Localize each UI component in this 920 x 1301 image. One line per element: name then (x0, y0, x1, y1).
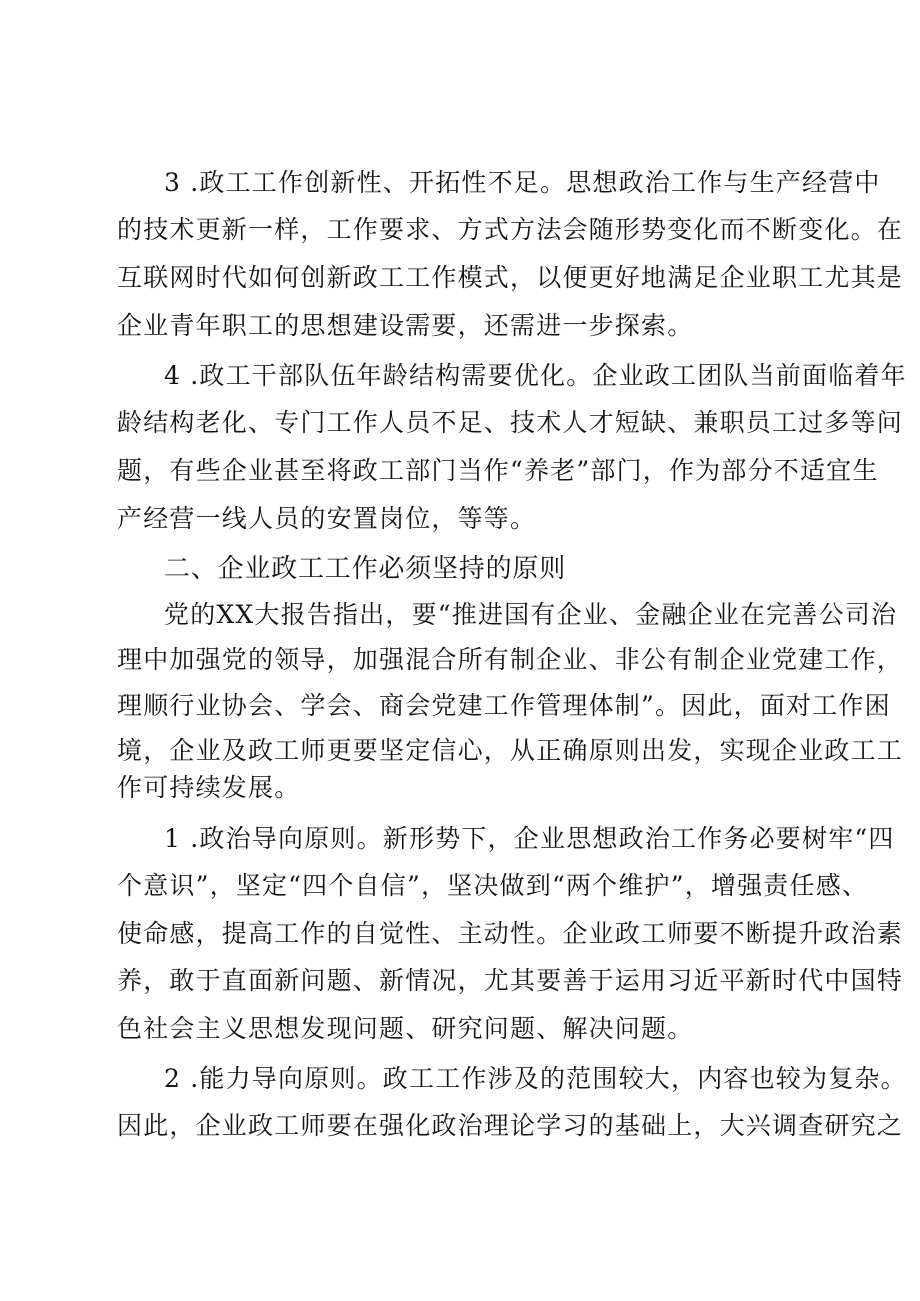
paragraph-line: 境，企业及政工师更要坚定信心，从正确原则出发，实现企业政工工 (117, 736, 904, 765)
paragraph-line: 2 .能力导向原则。政工工作涉及的范围较大，内容也较为复杂。 (164, 1064, 907, 1093)
paragraph-line: 理中加强党的领导，加强混合所有制企业、非公有制企业党建工作， (117, 645, 904, 674)
paragraph-line: 产经营一线人员的安置岗位，等等。 (117, 504, 537, 533)
paragraph-line: 使命感，提高工作的自觉性、主动性。企业政工师要不断提升政治素 (117, 919, 904, 948)
paragraph-line: 1 .政治导向原则。新形势下，企业思想政治工作务必要树牢“四 (164, 824, 895, 853)
paragraph-line: 互联网时代如何创新政工工作模式，以便更好地满足企业职工尤其是 (117, 263, 904, 292)
paragraph-line: 龄结构老化、专门工作人员不足、技术人才短缺、兼职员工过多等问 (117, 408, 904, 437)
paragraph-line: 党的XX大报告指出，要“推进国有企业、金融企业在完善公司治 (164, 600, 898, 629)
paragraph-line: 3 .政工工作创新性、开拓性不足。思想政治工作与生产经营中 (164, 168, 881, 197)
paragraph-line: 因此，企业政工师要在强化政治理论学习的基础上，大兴调查研究之 (117, 1111, 904, 1140)
paragraph-line: 企业青年职工的思想建设需要，还需进一步探索。 (117, 311, 694, 340)
paragraph-line: 色社会主义思想发现问题、研究问题、解决问题。 (117, 1014, 694, 1043)
paragraph-line: 题，有些企业甚至将政工部门当作“养老”部门，作为部分不适宜生 (117, 456, 879, 485)
paragraph-line: 4 .政工干部队伍年龄结构需要优化。企业政工团队当前面临着年 (164, 361, 907, 390)
paragraph-line: 的技术更新一样，工作要求、方式方法会随形势变化而不断变化。在 (117, 215, 904, 244)
paragraph-line: 作可持续发展。 (117, 773, 301, 802)
section-heading: 二、企业政工工作必须坚持的原则 (164, 554, 567, 584)
paragraph-line: 个意识”，坚定“四个自信”，坚决做到“两个维护”，增强责任感、 (117, 871, 869, 900)
paragraph-line: 养，敢于直面新问题、新情况，尤其要善于运用习近平新时代中国特 (117, 966, 904, 995)
paragraph-line: 理顺行业协会、学会、商会党建工作管理体制”。因此，面对工作困 (117, 691, 891, 720)
